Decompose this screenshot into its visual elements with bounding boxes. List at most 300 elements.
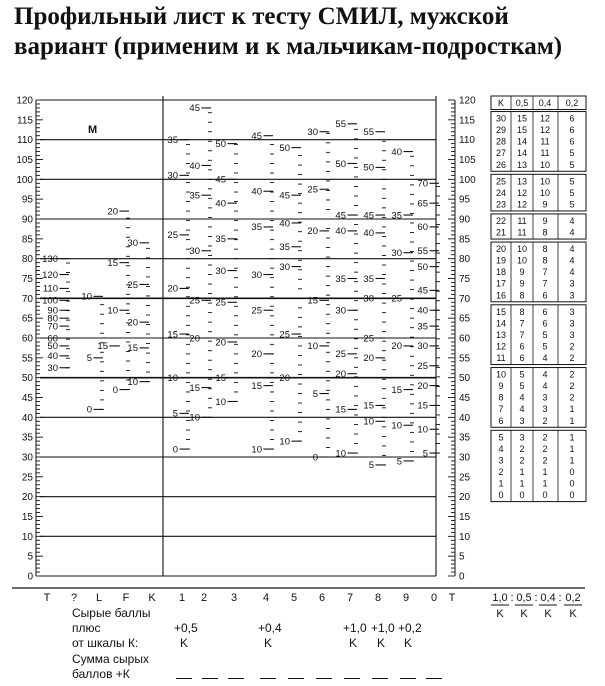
k-cell: 10 xyxy=(539,159,551,170)
raw-score-mark: 15 xyxy=(107,257,118,269)
column-header-13: 9 xyxy=(402,592,410,604)
raw-score-mark: 45 xyxy=(189,103,200,115)
sum-blank[interactable] xyxy=(288,678,304,679)
raw-score-mark: 30 xyxy=(335,305,346,317)
raw-score-mark: 35 xyxy=(279,242,290,254)
sum-blank[interactable] xyxy=(202,678,218,679)
k-cell: 5 xyxy=(569,187,575,198)
raw-score-mark: 15 xyxy=(167,329,178,341)
k-cell: 4 xyxy=(542,369,548,380)
k-cell: 29 xyxy=(495,125,507,136)
k-cell: 1 xyxy=(498,478,504,489)
k-cell: 12 xyxy=(539,125,551,136)
t-tick-right: 115 xyxy=(459,115,475,127)
k-cell: 1 xyxy=(542,478,548,489)
t-tick-left: 120 xyxy=(16,95,33,107)
t-tick-right: 90 xyxy=(459,214,471,226)
t-tick-right: 30 xyxy=(459,452,471,464)
k-cell: 4 xyxy=(569,215,575,226)
k-cell: 23 xyxy=(495,199,507,210)
t-tick-right: 5 xyxy=(459,551,465,563)
raw-score-mark: 30 xyxy=(279,261,290,273)
raw-score-mark: 40 xyxy=(363,228,374,240)
k-cell: 6 xyxy=(542,318,548,329)
k-cell: 21 xyxy=(495,227,507,238)
raw-score-mark: 15 xyxy=(335,404,346,416)
t-tick-left: 105 xyxy=(16,155,33,166)
raw-score-mark: 10 xyxy=(81,291,92,303)
raw-score-mark: 0 xyxy=(86,404,92,416)
raw-score-mark: 25 xyxy=(167,230,178,242)
column-header-0: T xyxy=(43,592,51,604)
raw-score-mark: 25 xyxy=(215,297,226,309)
k-cell: 19 xyxy=(495,255,507,266)
raw-score-mark: 25 xyxy=(307,184,318,196)
k-cell: 5 xyxy=(519,369,525,380)
raw-score-mark: 30 xyxy=(391,248,402,260)
t-tick-right: 50 xyxy=(459,373,471,385)
k-cell: 8 xyxy=(542,255,548,266)
t-tick-right: 35 xyxy=(459,432,471,444)
k-cell: 7 xyxy=(519,329,525,340)
raw-score-mark: 40 xyxy=(251,186,262,198)
k-footer-colon: : xyxy=(558,592,562,604)
column-header-2: L xyxy=(95,592,103,604)
raw-score-mark: 15 xyxy=(251,380,262,392)
raw-scores-label: Сырые баллы xyxy=(72,606,151,620)
scale-5 xyxy=(279,143,302,448)
k-cell: 6 xyxy=(569,136,575,147)
raw-score-mark: 55 xyxy=(363,127,374,139)
sum-label-2: баллов +К xyxy=(72,667,130,681)
raw-score-mark: 20 xyxy=(417,380,428,392)
t-tick-left: 90 xyxy=(21,214,33,226)
k-correction-table xyxy=(44,96,586,620)
t-tick-right: 70 xyxy=(459,293,471,305)
raw-score-mark: 60 xyxy=(417,222,428,234)
raw-score-mark: 50 xyxy=(215,138,226,150)
k-cell: 4 xyxy=(519,392,525,403)
k-cell: 1 xyxy=(519,466,525,477)
k-cell: 2 xyxy=(498,466,504,477)
raw-score-mark: 25 xyxy=(189,295,200,307)
k-cell: 8 xyxy=(519,306,525,317)
k-cell: 1 xyxy=(569,443,575,454)
k-cell: 10 xyxy=(539,176,551,187)
k-header-3: 0,2 xyxy=(565,98,579,108)
k-cell: 0 xyxy=(569,466,575,477)
k-cell: 10 xyxy=(516,244,528,255)
raw-score-mark: 20 xyxy=(391,341,402,353)
t-tick-right: 20 xyxy=(459,492,471,504)
raw-score-mark: 35 xyxy=(417,321,428,333)
k-cell: 6 xyxy=(542,306,548,317)
raw-score-mark: 20 xyxy=(335,369,346,380)
k-cell: 0 xyxy=(542,490,548,501)
k-cell: 11 xyxy=(517,227,527,238)
k-cell: 8 xyxy=(542,227,548,238)
raw-score-mark: 45 xyxy=(417,285,428,297)
raw-score-mark: 50 xyxy=(335,158,346,170)
sum-blank[interactable] xyxy=(260,678,276,679)
k-footer-bottom-2: K xyxy=(544,608,552,620)
raw-score-mark: 35 xyxy=(391,210,402,222)
scale-9 xyxy=(391,147,414,467)
k-footer-colon: : xyxy=(510,592,514,604)
sum-blank[interactable] xyxy=(372,678,388,679)
k-cell: 24 xyxy=(495,187,507,198)
k-cell: 5 xyxy=(519,381,525,392)
k-cell: 6 xyxy=(498,415,504,426)
t-tick-right: 45 xyxy=(459,393,471,404)
t-tick-left: 60 xyxy=(21,333,33,345)
raw-score-mark: 45 xyxy=(335,210,346,222)
k-footer-top-3: 0,2 xyxy=(565,592,581,604)
raw-score-mark: 25 xyxy=(335,349,346,361)
raw-score-mark: 25 xyxy=(251,305,262,317)
k-cell: 22 xyxy=(495,215,507,226)
k-cell: 2 xyxy=(542,455,548,466)
k-cell: 3 xyxy=(569,290,575,301)
k-cell: 9 xyxy=(542,199,548,210)
t-tick-left: 35 xyxy=(21,432,33,444)
k-add-value: +0,4 xyxy=(258,621,282,635)
t-tick-left: 70 xyxy=(21,293,33,305)
sum-blank[interactable] xyxy=(228,678,244,679)
t-tick-left: 0 xyxy=(27,571,33,583)
title-line-1: Профильный лист к тесту СМИЛ, мужской xyxy=(14,3,509,30)
k-cell: 4 xyxy=(569,255,575,266)
t-tick-left: 50 xyxy=(21,373,33,385)
k-footer-top-2: 0,4 xyxy=(540,592,556,604)
k-cell: 3 xyxy=(519,415,525,426)
k-cell: 15 xyxy=(495,306,507,317)
raw-score-mark: 45 xyxy=(251,131,262,142)
raw-score-mark: 20 xyxy=(307,226,318,238)
k-cell: 10 xyxy=(516,255,528,266)
raw-score-mark: 30 xyxy=(189,246,200,258)
raw-score-mark: 20 xyxy=(251,349,262,361)
raw-score-mark: 20 xyxy=(107,206,118,218)
from-k-label: от шкалы К: xyxy=(72,636,139,650)
column-header-5: 1 xyxy=(178,592,186,604)
k-cell: 30 xyxy=(495,113,507,124)
t-tick-left: 115 xyxy=(17,115,33,127)
k-cell: 26 xyxy=(495,159,507,170)
column-header-1: ? xyxy=(70,592,78,604)
raw-score-mark: 35 xyxy=(335,273,346,285)
raw-score-mark: 110 xyxy=(42,283,58,295)
k-add-letter: K xyxy=(264,636,273,650)
k-cell: 3 xyxy=(542,404,548,415)
k-cell: 14 xyxy=(495,318,507,329)
raw-score-mark: 5 xyxy=(368,460,374,472)
k-cell: 4 xyxy=(569,244,575,255)
raw-score-mark: 15 xyxy=(127,343,138,355)
k-cell: 3 xyxy=(542,392,548,403)
raw-score-mark: 10 xyxy=(279,436,290,448)
raw-score-mark: 30 xyxy=(167,170,178,182)
t-tick-left: 40 xyxy=(21,412,33,424)
raw-score-mark: 25 xyxy=(391,293,402,305)
k-cell: 5 xyxy=(569,176,575,187)
k-add-value: +1,0 xyxy=(371,621,395,635)
k-add-value: +0,2 xyxy=(398,621,422,635)
scale-F2 xyxy=(127,238,150,388)
k-cell: 10 xyxy=(539,187,551,198)
raw-score-mark: 50 xyxy=(47,341,58,353)
k-cell: 2 xyxy=(519,443,525,454)
t-tick-left: 95 xyxy=(21,194,33,206)
raw-score-mark: 20 xyxy=(363,353,374,365)
raw-score-mark: 45 xyxy=(279,190,290,202)
raw-score-mark: 15 xyxy=(417,400,428,412)
raw-score-mark: 100 xyxy=(42,295,58,307)
t-tick-left: 75 xyxy=(21,274,33,285)
raw-score-mark: 10 xyxy=(251,444,262,456)
k-cell: 9 xyxy=(519,278,525,289)
gender-mark: М xyxy=(88,124,98,136)
raw-score-mark: 15 xyxy=(363,400,374,412)
t-tick-left: 55 xyxy=(21,353,33,365)
raw-score-mark: 5 xyxy=(396,456,402,468)
k-cell: 13 xyxy=(495,329,507,340)
t-tick-right: 0 xyxy=(459,571,465,583)
t-tick-left: 80 xyxy=(21,254,33,266)
k-cell: 6 xyxy=(519,353,525,363)
raw-score-mark: 40 xyxy=(279,218,290,230)
raw-score-mark: 20 xyxy=(189,333,200,345)
t-tick-left: 15 xyxy=(21,512,33,523)
t-tick-left: 100 xyxy=(16,174,33,186)
t-tick-right: 105 xyxy=(459,155,476,166)
raw-score-mark: 80 xyxy=(47,313,58,325)
raw-score-mark: 35 xyxy=(167,134,178,146)
t-tick-right: 100 xyxy=(459,174,476,186)
k-cell: 2 xyxy=(569,369,575,380)
k-cell: 25 xyxy=(495,176,507,187)
raw-score-mark: 130 xyxy=(42,253,58,265)
k-cell: 6 xyxy=(519,341,525,352)
column-header-8: 4 xyxy=(262,592,270,604)
k-cell: 3 xyxy=(569,278,575,289)
k-cell: 27 xyxy=(495,148,507,159)
k-footer-bottom-3: K xyxy=(569,608,577,620)
raw-score-mark: 10 xyxy=(363,416,374,428)
column-header-10: 6 xyxy=(318,592,326,604)
k-footer-bottom-1: K xyxy=(520,608,528,620)
t-tick-left: 20 xyxy=(21,492,33,504)
k-cell: 12 xyxy=(539,113,551,124)
k-cell: 12 xyxy=(495,341,507,352)
scale-7 xyxy=(335,119,358,459)
raw-score-mark: 15 xyxy=(97,341,108,353)
column-header-11: 7 xyxy=(346,592,354,604)
raw-score-mark: 0 xyxy=(112,384,118,396)
t-tick-right: 65 xyxy=(459,313,471,325)
t-tick-right: 55 xyxy=(459,353,471,365)
k-cell: 6 xyxy=(569,113,575,124)
raw-score-mark: 40 xyxy=(417,305,428,317)
k-cell: 14 xyxy=(516,136,528,147)
k-cell: 6 xyxy=(542,290,548,301)
k-cell: 2 xyxy=(569,381,575,392)
k-cell: 15 xyxy=(516,125,528,136)
raw-score-mark: 40 xyxy=(335,226,346,238)
k-cell: 0 xyxy=(569,478,575,489)
k-header-1: 0,5 xyxy=(515,98,529,108)
raw-score-mark: 25 xyxy=(363,333,374,345)
scale-8 xyxy=(363,127,386,471)
raw-score-mark: 25 xyxy=(279,329,290,341)
raw-score-mark: 35 xyxy=(189,190,200,202)
scale-L xyxy=(81,292,104,416)
raw-score-mark: 10 xyxy=(127,376,138,388)
t-tick-right: 95 xyxy=(459,194,471,206)
t-tick-right: 15 xyxy=(459,512,471,523)
raw-score-mark: 5 xyxy=(172,408,178,420)
raw-score-mark: 40 xyxy=(189,160,200,172)
raw-score-scales xyxy=(42,103,440,471)
k-footer-bottom-0: K xyxy=(496,608,504,620)
sum-blank[interactable] xyxy=(400,678,416,679)
k-add-letter: K xyxy=(180,636,189,650)
raw-score-mark: 20 xyxy=(127,317,138,329)
sum-blank[interactable] xyxy=(426,678,442,679)
raw-score-mark: 30 xyxy=(307,127,318,139)
raw-score-mark: 20 xyxy=(279,372,290,384)
raw-score-mark: 50 xyxy=(417,261,428,273)
k-add-letter: K xyxy=(377,636,386,650)
column-header-12: 8 xyxy=(374,592,382,604)
raw-score-mark: 30 xyxy=(251,269,262,281)
k-cell: 4 xyxy=(569,267,575,278)
k-cell: 5 xyxy=(569,159,575,170)
raw-score-mark: 70 xyxy=(47,321,58,333)
raw-score-mark: 5 xyxy=(312,388,318,400)
raw-score-mark: 0 xyxy=(312,452,318,464)
k-cell: 18 xyxy=(495,267,507,278)
k-cell: 3 xyxy=(498,455,504,466)
t-tick-left: 5 xyxy=(27,551,33,563)
k-cell: 4 xyxy=(542,381,548,392)
t-tick-right: 25 xyxy=(459,472,471,484)
raw-score-mark: 10 xyxy=(335,448,346,460)
k-cell: 8 xyxy=(498,392,504,403)
raw-score-mark: 45 xyxy=(215,174,226,186)
sum-blank[interactable] xyxy=(344,678,360,679)
raw-score-mark: 10 xyxy=(189,412,200,424)
k-cell: 7 xyxy=(542,278,548,289)
k-cell: 2 xyxy=(569,341,575,352)
t-axis xyxy=(16,96,476,583)
raw-score-mark: 40 xyxy=(215,198,226,210)
k-cell: 13 xyxy=(516,176,528,187)
k-add-value: +0,5 xyxy=(174,621,198,635)
k-footer-top-1: 0,5 xyxy=(516,592,532,604)
raw-score-mark: 15 xyxy=(391,384,402,396)
k-cell: 5 xyxy=(542,329,548,340)
raw-score-mark: 30 xyxy=(215,265,226,277)
scale-2 xyxy=(189,103,212,423)
k-cell: 1 xyxy=(569,415,575,426)
k-cell: 2 xyxy=(542,443,548,454)
sum-blank[interactable] xyxy=(316,678,332,679)
column-header-6: 2 xyxy=(200,592,208,604)
k-cell: 6 xyxy=(569,125,575,136)
raw-score-mark: 55 xyxy=(335,119,346,131)
t-tick-left: 30 xyxy=(21,452,33,464)
t-tick-right: 75 xyxy=(459,274,471,285)
raw-score-mark: 5 xyxy=(86,353,92,365)
k-cell: 9 xyxy=(519,267,525,278)
k-cell: 3 xyxy=(569,306,575,317)
column-header-7: 3 xyxy=(230,592,238,604)
k-cell: 4 xyxy=(542,353,548,363)
raw-score-mark: 15 xyxy=(307,295,318,307)
k-cell: 1 xyxy=(569,455,575,466)
column-header-15: T xyxy=(448,592,456,604)
k-cell: 1 xyxy=(569,404,575,415)
sum-blank[interactable] xyxy=(176,678,192,679)
raw-score-mark: 25 xyxy=(127,279,138,291)
t-tick-right: 85 xyxy=(459,234,471,246)
column-header-4: K xyxy=(148,592,156,604)
k-cell: 9 xyxy=(542,215,548,226)
k-cell: 9 xyxy=(498,381,504,392)
raw-score-mark: 25 xyxy=(417,361,428,373)
t-tick-left: 25 xyxy=(21,472,33,484)
k-header-2: 0,4 xyxy=(538,98,552,108)
k-cell: 11 xyxy=(517,215,527,226)
raw-score-mark: 60 xyxy=(47,333,58,345)
raw-score-mark: 65 xyxy=(417,198,428,210)
k-add-value: +1,0 xyxy=(343,621,367,635)
raw-score-mark: 90 xyxy=(47,305,58,317)
k-cell: 4 xyxy=(498,443,504,454)
k-cell: 1 xyxy=(542,466,548,477)
scale-L2 xyxy=(97,341,120,352)
t-tick-right: 80 xyxy=(459,254,471,266)
t-tick-right: 10 xyxy=(459,531,471,543)
raw-score-mark: 5 xyxy=(422,448,428,460)
k-cell: 12 xyxy=(516,199,528,210)
k-cell: 14 xyxy=(516,148,528,159)
k-cell: 8 xyxy=(519,290,525,301)
plus-label: плюс xyxy=(72,621,101,635)
raw-score-mark: 10 xyxy=(215,396,226,408)
k-cell: 3 xyxy=(569,318,575,329)
raw-score-mark: 35 xyxy=(251,222,262,234)
k-add-letter: K xyxy=(349,636,358,650)
k-cell: 7 xyxy=(498,404,504,415)
k-cell: 5 xyxy=(569,199,575,210)
scale-6 xyxy=(307,127,330,463)
k-footer-colon: : xyxy=(534,592,538,604)
raw-score-mark: 10 xyxy=(391,420,402,432)
raw-score-mark: 30 xyxy=(363,293,374,305)
column-header-3: F xyxy=(122,592,130,604)
raw-score-mark: 40 xyxy=(391,146,402,158)
raw-score-mark: 15 xyxy=(215,372,226,384)
k-cell: 10 xyxy=(495,369,507,380)
raw-score-mark: 20 xyxy=(215,337,226,349)
k-cell: 3 xyxy=(569,329,575,340)
k-cell: 0 xyxy=(519,490,525,501)
column-header-14: 0 xyxy=(430,592,438,604)
t-tick-left: 85 xyxy=(21,234,33,246)
scale-? xyxy=(42,254,70,374)
